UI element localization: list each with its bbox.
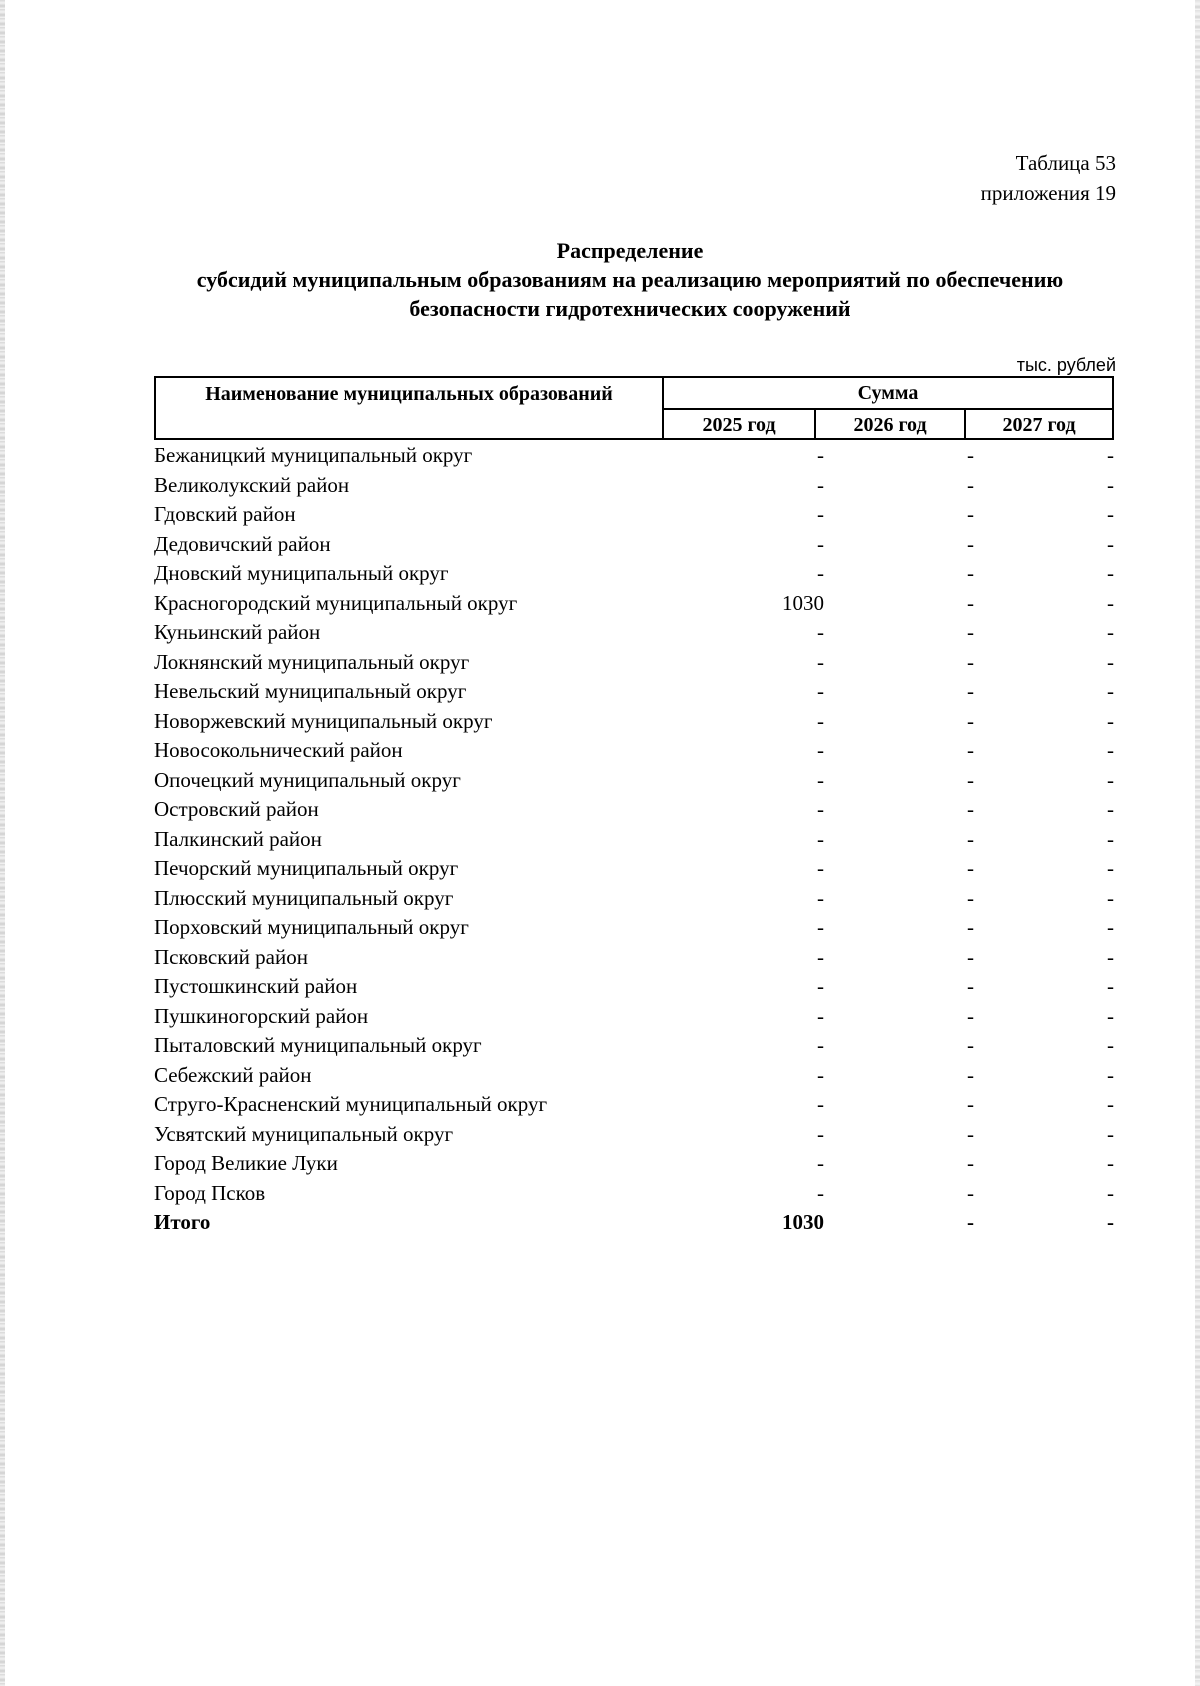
municipality-name: Невельский муниципальный округ (154, 679, 467, 703)
value-2026: - (967, 590, 974, 615)
value-2027: - (1107, 620, 1114, 644)
value-2025: - (817, 472, 824, 497)
table-body (154, 440, 1114, 1237)
table-number: Таблица 53 (1015, 151, 1116, 175)
table-reference (981, 148, 1116, 208)
table-row (154, 1001, 1114, 1031)
table-row (154, 676, 1114, 706)
value-2026: - (967, 1003, 974, 1028)
table-row (154, 971, 1114, 1001)
municipality-name: Печорский муниципальный округ (154, 856, 459, 880)
value-2025: - (817, 1062, 824, 1087)
municipality-name: Бежаницкий муниципальный округ (154, 443, 473, 467)
value-2025: - (817, 561, 824, 585)
value-2025: - (817, 974, 824, 998)
value-2026: - (967, 797, 974, 821)
table-row (154, 647, 1114, 677)
value-2027: - (1107, 502, 1114, 526)
header-year-2027: 2027 год (1002, 414, 1076, 436)
value-2025: 1030 (782, 1210, 824, 1234)
value-2027: - (1107, 708, 1114, 733)
value-2026: - (967, 561, 974, 585)
value-2025: - (817, 856, 824, 880)
value-2025: - (817, 1180, 824, 1205)
value-2027: - (1107, 974, 1114, 998)
value-2025: - (817, 944, 824, 969)
value-2026: - (967, 649, 974, 674)
value-2027: - (1107, 1092, 1114, 1116)
table-row (154, 765, 1114, 795)
value-2026: - (967, 679, 974, 703)
header-year-2026: 2026 год (816, 410, 966, 438)
value-2027: - (1107, 1121, 1114, 1146)
table-row (154, 883, 1114, 913)
value-2025: - (817, 679, 824, 703)
value-2025: - (817, 1033, 824, 1057)
municipality-name: Усвятский муниципальный округ (154, 1121, 454, 1146)
value-2026: - (967, 472, 974, 497)
municipality-name: Струго-Красненский муниципальный округ (154, 1092, 548, 1116)
table-row (154, 558, 1114, 588)
value-2027: - (1107, 1210, 1114, 1234)
table-row (154, 1060, 1114, 1090)
table-row (154, 1148, 1114, 1178)
table-header (154, 376, 1114, 440)
title-line-1: Распределение (556, 238, 704, 263)
value-2026: - (967, 738, 974, 762)
value-2026: - (967, 443, 974, 467)
table-row (154, 470, 1114, 500)
value-2027: - (1107, 1151, 1114, 1175)
table-row (154, 499, 1114, 529)
municipality-name: Город Псков (154, 1180, 266, 1205)
value-2026: - (967, 1062, 974, 1087)
value-2025: - (817, 1092, 824, 1116)
municipality-name: Новосокольнический район (154, 738, 403, 762)
header-sum: Сумма (664, 378, 1112, 410)
value-2026: - (967, 1180, 974, 1205)
value-2025: 1030 (782, 590, 824, 615)
table-row (154, 794, 1114, 824)
value-2026: - (967, 1092, 974, 1116)
table-row (154, 853, 1114, 883)
value-2025: - (817, 767, 824, 792)
value-2027: - (1107, 738, 1114, 762)
value-2027: - (1107, 590, 1114, 615)
value-2026: - (967, 856, 974, 880)
value-2025: - (817, 1003, 824, 1028)
municipality-name: Пушкиногорский район (154, 1003, 369, 1028)
value-2026: - (967, 944, 974, 969)
value-2026: - (967, 531, 974, 556)
municipality-name: Псковский район (154, 944, 308, 969)
table-row (154, 529, 1114, 559)
value-2027: - (1107, 944, 1114, 969)
value-2025: - (817, 797, 824, 821)
document-title (150, 236, 1110, 323)
header-year-2025: 2025 год (664, 410, 816, 438)
municipality-name: Красногородский муниципальный округ (154, 590, 518, 615)
municipality-name: Пустошкинский район (154, 974, 358, 998)
value-2027: - (1107, 1003, 1114, 1028)
table-row (154, 912, 1114, 942)
table-row (154, 1089, 1114, 1119)
scan-edge-right (1195, 0, 1200, 1686)
municipality-name: Опочецкий муниципальный округ (154, 767, 461, 792)
municipality-name: Гдовский район (154, 502, 296, 526)
municipality-name: Себежский район (154, 1062, 312, 1087)
value-2027: - (1107, 885, 1114, 910)
value-2027: - (1107, 797, 1114, 821)
value-2027: - (1107, 1033, 1114, 1057)
value-2027: - (1107, 443, 1114, 467)
value-2027: - (1107, 649, 1114, 674)
value-2026: - (967, 1210, 974, 1234)
table-row (154, 617, 1114, 647)
municipality-name: Новоржевский муниципальный округ (154, 708, 493, 733)
value-2027: - (1107, 679, 1114, 703)
value-2027: - (1107, 531, 1114, 556)
value-2025: - (817, 443, 824, 467)
municipality-name: Пыталовский муниципальный округ (154, 1033, 482, 1057)
municipality-name: Дедовичский район (154, 531, 331, 556)
value-2026: - (967, 767, 974, 792)
value-2027: - (1107, 561, 1114, 585)
total-row (154, 1207, 1114, 1237)
value-2027: - (1107, 1062, 1114, 1087)
municipality-name: Плюсский муниципальный округ (154, 885, 454, 910)
table-row (154, 1119, 1114, 1149)
value-2026: - (967, 885, 974, 910)
municipality-name: Дновский муниципальный округ (154, 561, 449, 585)
value-2025: - (817, 620, 824, 644)
value-2025: - (817, 1121, 824, 1146)
municipality-name: Островский район (154, 797, 319, 821)
value-2026: - (967, 708, 974, 733)
municipality-name: Палкинский район (154, 826, 322, 851)
value-2026: - (967, 1151, 974, 1175)
title-line-2: субсидий муниципальным образованиям на реализацию мероприятий по обеспечению (196, 267, 1064, 292)
value-2025: - (817, 1151, 824, 1175)
unit-label: тыс. рублей (1016, 355, 1116, 375)
value-2025: - (817, 649, 824, 674)
municipality-name: Куньинский район (154, 620, 321, 644)
table-row (154, 588, 1114, 618)
table-row (154, 440, 1114, 470)
table-row (154, 1178, 1114, 1208)
table-row (154, 706, 1114, 736)
value-2027: - (1107, 856, 1114, 880)
value-2026: - (967, 915, 974, 939)
value-2025: - (817, 826, 824, 851)
appendix-reference: приложения 19 (980, 181, 1116, 205)
value-2026: - (967, 620, 974, 644)
value-2026: - (967, 1033, 974, 1057)
municipality-name: Город Великие Луки (154, 1151, 338, 1175)
value-2026: - (967, 974, 974, 998)
municipality-name: Порховский муниципальный округ (154, 915, 469, 939)
value-2026: - (967, 826, 974, 851)
value-2027: - (1107, 915, 1114, 939)
value-2025: - (817, 531, 824, 556)
value-2027: - (1107, 1180, 1114, 1205)
value-2027: - (1107, 826, 1114, 851)
value-2025: - (817, 915, 824, 939)
table-row (154, 735, 1114, 765)
table-row (154, 1030, 1114, 1060)
header-name-column: Наименование муниципальных образований (156, 378, 664, 438)
value-2027: - (1107, 472, 1114, 497)
value-2027: - (1107, 767, 1114, 792)
scan-edge-left (0, 0, 5, 1686)
value-2025: - (817, 738, 824, 762)
value-2026: - (967, 502, 974, 526)
municipality-name: Итого (154, 1210, 211, 1234)
value-2025: - (817, 502, 824, 526)
value-2025: - (817, 885, 824, 910)
table-row (154, 942, 1114, 972)
table-row (154, 824, 1114, 854)
value-2025: - (817, 708, 824, 733)
municipality-name: Великолукский район (154, 472, 350, 497)
value-2026: - (967, 1121, 974, 1146)
municipality-name: Локнянский муниципальный округ (154, 649, 470, 674)
title-line-3: безопасности гидротехнических сооружений (409, 296, 851, 321)
